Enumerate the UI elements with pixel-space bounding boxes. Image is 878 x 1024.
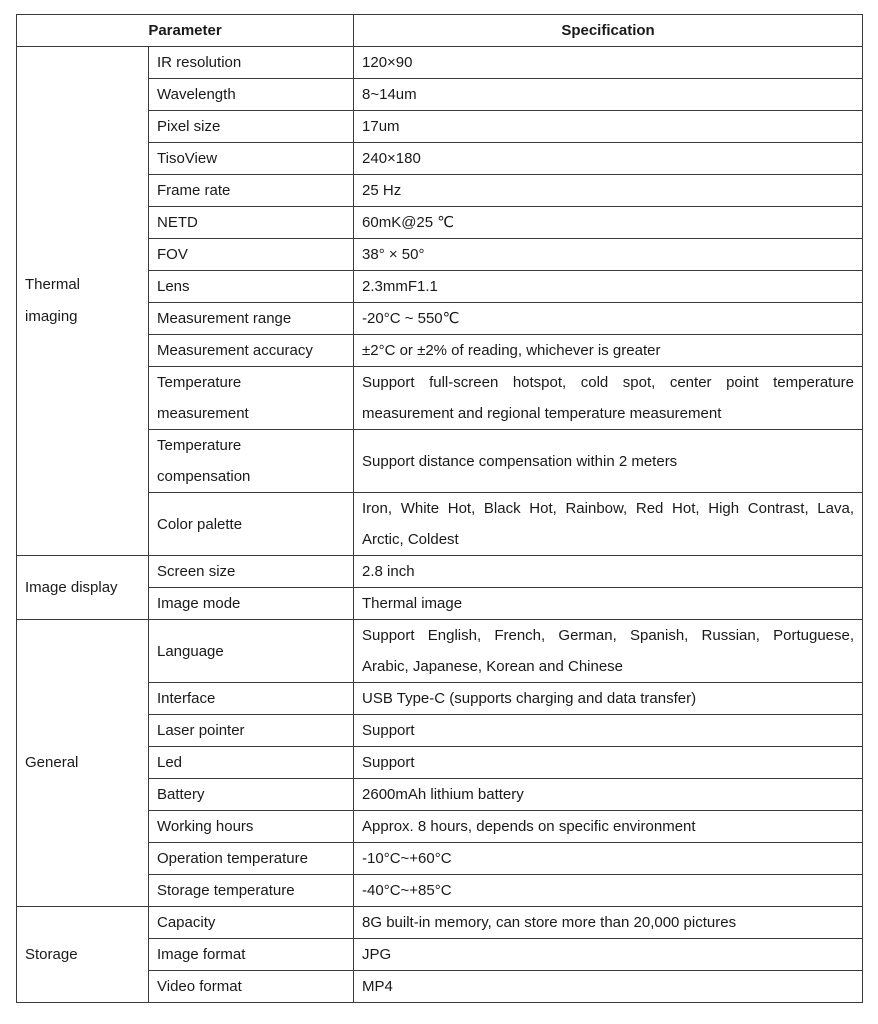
group-label-line: imaging (25, 308, 78, 325)
parameter-cell (149, 747, 354, 779)
specification-cell (354, 303, 863, 335)
parameter-cell (149, 111, 354, 143)
specification-cell (354, 715, 863, 747)
parameter-cell (149, 493, 354, 556)
specification-text: Thermal image (362, 595, 463, 612)
specification-cell (354, 588, 863, 620)
parameter-text: Temperature (157, 374, 242, 391)
parameter-cell (149, 811, 354, 843)
parameter-cell (149, 875, 354, 907)
specification-cell (354, 271, 863, 303)
parameter-text: Storage temperature (157, 882, 295, 899)
parameter-text: Temperature (157, 437, 242, 454)
specification-text: -40°C~+85°C (362, 882, 452, 899)
specification-text: Support English, French, German, Spanish, Russian, Portuguese, (362, 627, 855, 644)
specification-text: Arabic, Japanese, Korean and Chinese (362, 658, 624, 675)
specification-cell (354, 747, 863, 779)
parameter-text: compensation (157, 468, 251, 485)
group-label-line: Image display (25, 578, 118, 596)
parameter-text: Image format (157, 946, 246, 963)
specification-text: measurement and regional temperature measurement (362, 405, 722, 422)
specification-cell (354, 683, 863, 715)
parameter-text: Video format (157, 978, 242, 995)
parameter-cell (149, 207, 354, 239)
specification-text: Iron, White Hot, Black Hot, Rainbow, Red Hot, High Contrast, Lava, (362, 500, 855, 517)
parameter-text: Image mode (157, 595, 241, 612)
parameter-cell (149, 715, 354, 747)
parameter-cell (149, 779, 354, 811)
parameter-cell (149, 303, 354, 335)
parameter-cell (149, 620, 354, 683)
parameter-cell (149, 588, 354, 620)
specification-text: 2600mAh lithium battery (362, 786, 524, 803)
group-label (17, 47, 149, 556)
specification-cell (354, 111, 863, 143)
specification-text: 120×90 (362, 54, 413, 71)
parameter-text: Wavelength (157, 86, 236, 103)
specification-cell (354, 493, 863, 556)
parameter-cell (149, 271, 354, 303)
specification-text: 38° × 50° (362, 246, 425, 263)
parameter-cell (149, 175, 354, 207)
parameter-cell (149, 971, 354, 1003)
specification-cell (354, 907, 863, 939)
table-row (17, 907, 863, 939)
specification-cell (354, 843, 863, 875)
specification-cell (354, 239, 863, 271)
specification-text: 17um (362, 118, 400, 135)
group-label-line: Thermal (25, 276, 81, 293)
parameter-text: Pixel size (157, 118, 221, 135)
header-specification: Specification (354, 15, 863, 47)
specification-text: -20°C ~ 550℃ (362, 310, 460, 327)
group-label-line: General (25, 754, 79, 771)
parameter-cell (149, 47, 354, 79)
specification-text: -10°C~+60°C (362, 850, 452, 867)
parameter-cell (149, 367, 354, 430)
specification-text: Support full-screen hotspot, cold spot, center point temperature (362, 374, 855, 391)
parameter-text: Working hours (157, 818, 254, 835)
specification-cell (354, 143, 863, 175)
parameter-cell (149, 79, 354, 111)
group-label (17, 620, 149, 907)
parameter-cell (149, 239, 354, 271)
parameter-text: Color palette (157, 515, 243, 533)
parameter-text: Interface (157, 690, 216, 707)
specification-text: 8G built-in memory, can store more than 20,000 pictures (362, 914, 737, 931)
specification-cell (354, 811, 863, 843)
specification-text: 240×180 (362, 150, 421, 167)
parameter-text: Measurement range (157, 310, 292, 327)
parameter-cell (149, 843, 354, 875)
specification-text: USB Type-C (supports charging and data transfer) (362, 690, 697, 707)
specification-text: Arctic, Coldest (362, 531, 459, 548)
parameter-text: Measurement accuracy (157, 342, 313, 359)
specification-cell (354, 939, 863, 971)
parameter-cell (149, 907, 354, 939)
spec-table-body (17, 47, 863, 1003)
header-parameter: Parameter (17, 15, 354, 47)
specification-text: 8~14um (362, 86, 417, 103)
table-row (17, 47, 863, 79)
specification-cell (354, 207, 863, 239)
specification-cell (354, 556, 863, 588)
parameter-cell (149, 939, 354, 971)
specification-cell (354, 875, 863, 907)
parameter-cell (149, 683, 354, 715)
specification-cell (354, 47, 863, 79)
parameter-text: Battery (157, 786, 205, 803)
parameter-text: Frame rate (157, 182, 231, 199)
specification-text: ±2°C or ±2% of reading, whichever is greater (362, 342, 661, 359)
specification-cell (354, 971, 863, 1003)
parameter-text: FOV (157, 246, 188, 263)
specification-text: MP4 (362, 978, 393, 995)
specification-cell (354, 335, 863, 367)
parameter-text: Screen size (157, 563, 236, 580)
table-row (17, 620, 863, 683)
specification-cell (354, 779, 863, 811)
specification-text: Support (362, 722, 415, 739)
parameter-text: Capacity (157, 914, 216, 931)
specification-cell (354, 620, 863, 683)
specification-cell (354, 175, 863, 207)
specification-text: 2.8 inch (362, 563, 415, 580)
specification-text: Approx. 8 hours, depends on specific environment (362, 818, 696, 835)
specification-text: 25 Hz (362, 182, 402, 199)
table-row (17, 556, 863, 588)
parameter-cell (149, 335, 354, 367)
specification-text: 2.3mmF1.1 (362, 278, 438, 295)
parameter-cell (149, 556, 354, 588)
specification-cell (354, 79, 863, 111)
group-label (17, 556, 149, 620)
header-row (17, 15, 863, 47)
parameter-text: IR resolution (157, 54, 242, 71)
parameter-text: TisoView (157, 150, 218, 167)
parameter-text: Laser pointer (157, 722, 245, 739)
specification-text: Support (362, 754, 415, 771)
parameter-text: measurement (157, 405, 249, 422)
specification-cell (354, 367, 863, 430)
parameter-cell (149, 430, 354, 493)
parameter-text: Led (157, 754, 183, 771)
specification-text: JPG (362, 946, 392, 963)
parameter-text: NETD (157, 214, 198, 231)
parameter-text: Language (157, 642, 224, 660)
specification-cell (354, 430, 863, 493)
specification-text: Support distance compensation within 2 meters (362, 452, 678, 470)
parameter-text: Operation temperature (157, 850, 308, 867)
specification-text: 60mK@25 ℃ (362, 214, 455, 231)
parameter-cell (149, 143, 354, 175)
spec-table (16, 14, 863, 1003)
group-label-line: Storage (25, 945, 78, 963)
parameter-text: Lens (157, 278, 190, 295)
group-label (17, 907, 149, 1003)
